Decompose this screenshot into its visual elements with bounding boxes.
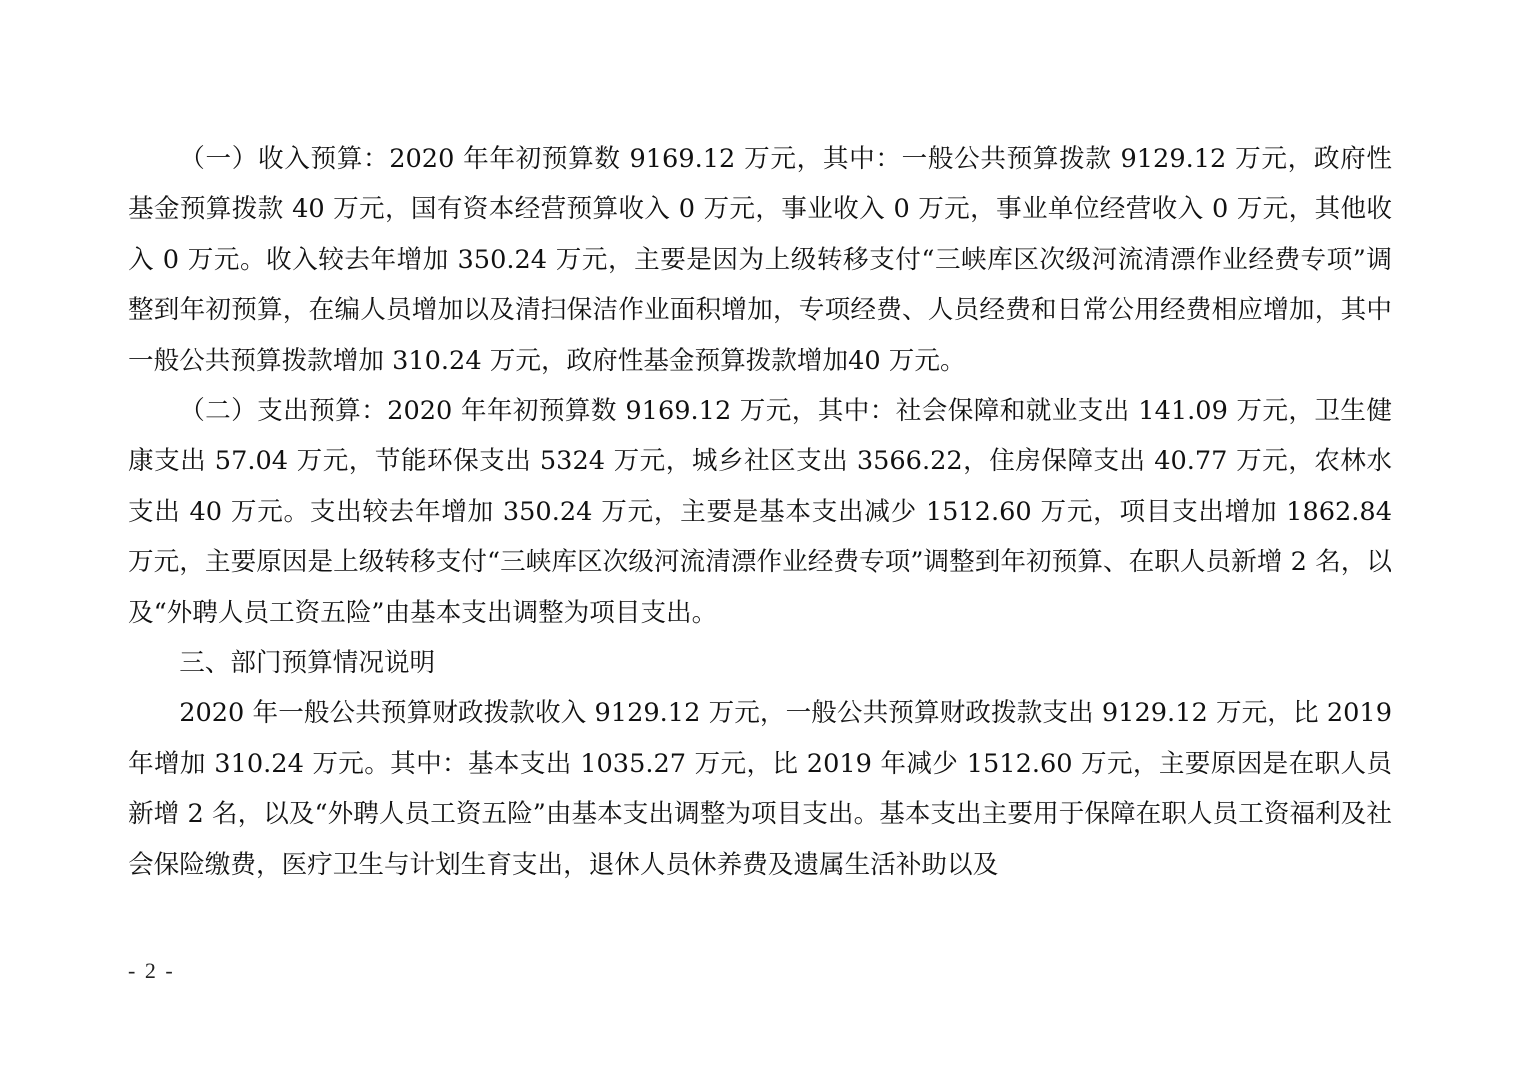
section-heading: 三、部门预算情况说明 — [179, 648, 436, 679]
expenditure-budget-paragraph: （二）支出预算：2020 年年初预算数 9169.12 万元，其中：社会保障和就业支出 141.09 万元，卫生健康支出 57.04 万元，节能环保支出 5324 万元，城乡社区支出 3566.22，住房保障支出 40.77 万元，农林水支出 40 万元。支出较去年增加 350.24 万元，主要是基本支出减少 1512.60 万元，项目支出增加 1862.84 万元，主要原因是上级转移支付“三峡库区次级河流清漂作业经费专项”调整到年初预算、在职人员新增 2 名，以及“外聘人员工资五险”由基本支出调整为项目支出。 — [128, 396, 1392, 628]
document-body — [128, 134, 1392, 890]
income-budget-paragraph: （一）收入预算：2020 年年初预算数 9169.12 万元，其中：一般公共预算拨款 9129.12 万元，政府性基金预算拨款 40 万元，国有资本经营预算收入 0 万元，事业收入 0 万元，事业单位经营收入 0 万元，其他收入 0 万元。收入较去年增加 350.24 万元，主要是因为上级转移支付“三峡库区次级河流清漂作业经费专项”调整到年初预算，在编人员增加以及清扫保洁作业面积增加，专项经费、人员经费和日常公用经费相应增加，其中一般公共预算拨款增加 310.24 万元，政府性基金预算拨款增加40 万元。 — [128, 144, 1392, 376]
department-budget-paragraph: 2020 年一般公共预算财政拨款收入 9129.12 万元，一般公共预算财政拨款支出 9129.12 万元，比 2019 年增加 310.24 万元。其中：基本支出 1035.27 万元，比 2019 年减少 1512.60 万元，主要原因是在职人员新增 2 名，以及“外聘人员工资五险”由基本支出调整为项目支出。基本支出主要用于保障在职人员工资福利及社会保险缴费，医疗卫生与计划生育支出，退休人员休养费及遗属生活补助以及 — [128, 698, 1392, 880]
page-number: - 2 - — [128, 958, 175, 983]
